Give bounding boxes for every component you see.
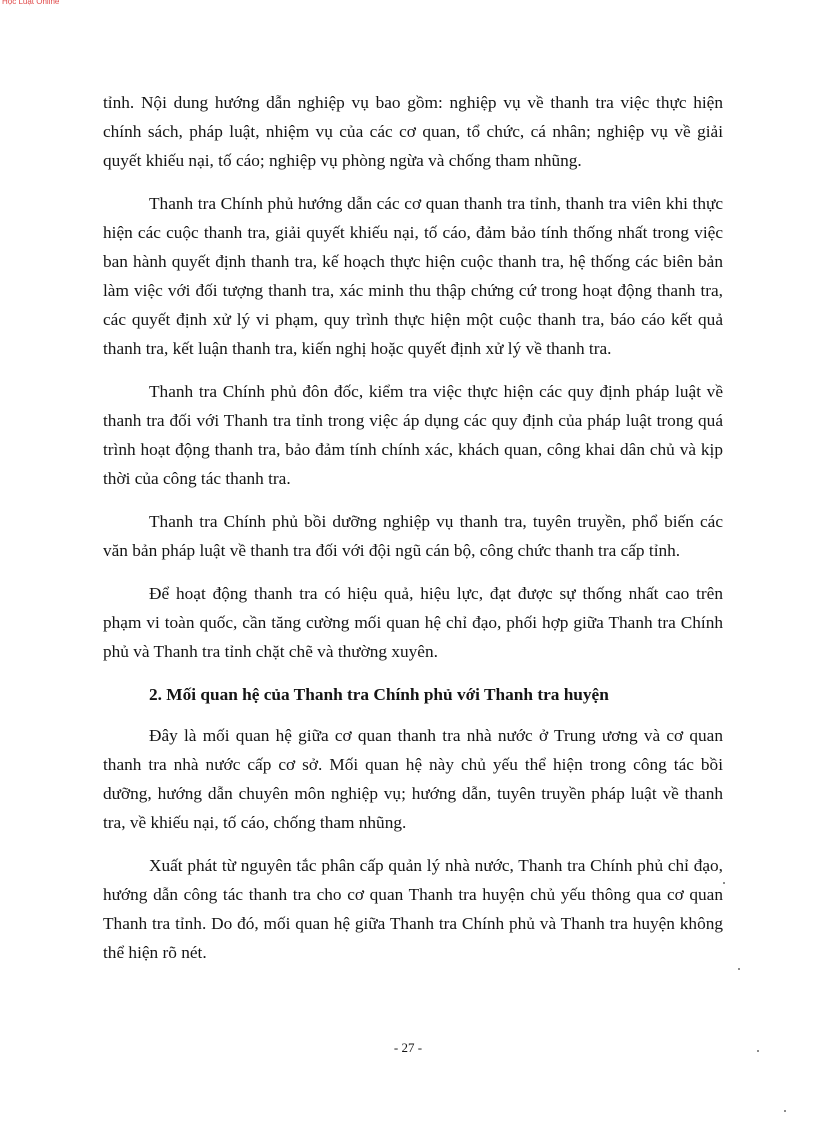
paragraph-5: Để hoạt động thanh tra có hiệu quả, hiệu lực, đạt được sự thống nhất cao trên phạm vi toàn quốc, cần tăng cường mối quan hệ chỉ đạo, phối hợp giữa Thanh tra Chính phủ và Thanh tra tỉnh chặt chẽ và thường xuyên. (103, 584, 723, 661)
section-paragraph-2: Xuất phát từ nguyên tắc phân cấp quản lý nhà nước, Thanh tra Chính phủ chỉ đạo, hướng dẫn công tác thanh tra cho cơ quan Thanh tra huyện chủ yếu thông qua cơ quan Thanh tra tỉnh. Do đó, mối quan hệ giữa Thanh tra Chính phủ và Thanh tra huyện không thể hiện rõ nét. (103, 856, 723, 962)
page-body (103, 88, 723, 981)
paragraph-1: tỉnh. Nội dung hướng dẫn nghiệp vụ bao gồm: nghiệp vụ về thanh tra việc thực hiện chính sách, pháp luật, nhiệm vụ của các cơ quan, tổ chức, cá nhân; nghiệp vụ về giải quyết khiếu nại, tố cáo; nghiệp vụ phòng ngừa và chống tham nhũng. (103, 93, 723, 170)
watermark-text: Học Luật Online (2, 0, 60, 6)
section-paragraph-1: Đây là mối quan hệ giữa cơ quan thanh tra nhà nước ở Trung ương và cơ quan thanh tra nhà nước cấp cơ sở. Mối quan hệ này chủ yếu thể hiện trong công tác bồi dưỡng, hướng dẫn chuyên môn nghiệp vụ; hướng dẫn, tuyên truyền pháp luật về thanh tra, về khiếu nại, tố cáo, chống tham nhũng. (103, 726, 723, 832)
scan-speck (723, 882, 725, 884)
paragraph-3: Thanh tra Chính phủ đôn đốc, kiểm tra việc thực hiện các quy định pháp luật về thanh tra đối với Thanh tra tỉnh trong việc áp dụng các quy định của pháp luật trong quá trình hoạt động thanh tra, bảo đảm tính chính xác, khách quan, công khai dân chủ và kịp thời của công tác thanh tra. (103, 382, 723, 488)
scan-speck (757, 1050, 759, 1052)
scan-speck (738, 968, 740, 970)
section-heading: 2. Mối quan hệ của Thanh tra Chính phủ với Thanh tra huyện (149, 685, 609, 704)
paragraph-2: Thanh tra Chính phủ hướng dẫn các cơ quan thanh tra tỉnh, thanh tra viên khi thực hiện các cuộc thanh tra, giải quyết khiếu nại, tố cáo, đảm bảo tính thống nhất trong việc ban hành quyết định thanh tra, kế hoạch thực hiện cuộc thanh tra, hệ thống các biên bản làm việc với đối tượng thanh tra, xác minh thu thập chứng cứ trong hoạt động thanh tra, các quyết định xử lý vi phạm, quy trình thực hiện một cuộc thanh tra, báo cáo kết quả thanh tra, kết luận thanh tra, kiến nghị hoặc quyết định xử lý về thanh tra. (103, 194, 723, 358)
scan-speck (784, 1110, 786, 1112)
paragraph-4: Thanh tra Chính phủ bồi dưỡng nghiệp vụ thanh tra, tuyên truyền, phổ biến các văn bản pháp luật về thanh tra đối với đội ngũ cán bộ, công chức thanh tra cấp tỉnh. (103, 512, 723, 560)
page-number: - 27 - (393, 1040, 423, 1055)
